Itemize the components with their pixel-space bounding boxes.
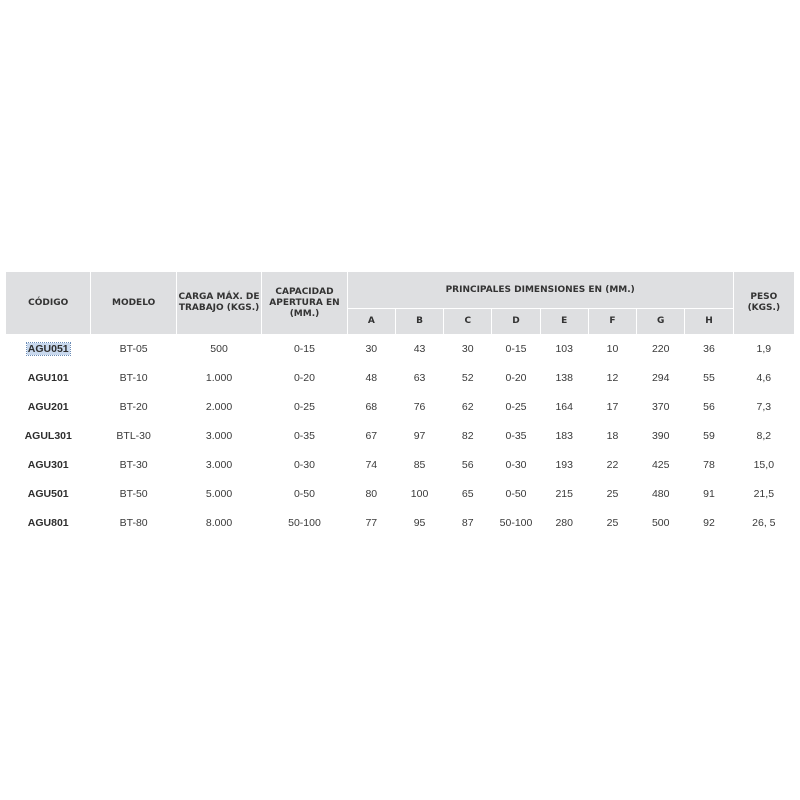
table-row	[6, 364, 795, 393]
table-row	[6, 509, 795, 538]
cell-dim-g: 294	[637, 364, 685, 393]
header-dim-h: H	[685, 309, 733, 335]
cell-codigo: AGU101	[6, 364, 91, 393]
cell-dim-e: 280	[540, 509, 588, 538]
table-header	[6, 272, 795, 335]
cell-peso: 8,2	[733, 422, 794, 451]
cell-carga: 5.000	[176, 480, 261, 509]
cell-carga: 1.000	[176, 364, 261, 393]
cell-dim-b: 43	[395, 335, 443, 364]
cell-capacidad: 0-15	[262, 335, 347, 364]
header-dim-e: E	[540, 309, 588, 335]
cell-peso: 21,5	[733, 480, 794, 509]
cell-modelo: BT-05	[91, 335, 176, 364]
header-dim-d: D	[492, 309, 540, 335]
header-modelo: MODELO	[91, 272, 176, 335]
cell-dim-f: 10	[588, 335, 636, 364]
cell-dim-e: 193	[540, 451, 588, 480]
header-dim-f: F	[588, 309, 636, 335]
cell-dim-h: 59	[685, 422, 733, 451]
cell-dim-d: 0-25	[492, 393, 540, 422]
cell-dim-b: 63	[395, 364, 443, 393]
cell-dim-d: 0-35	[492, 422, 540, 451]
cell-codigo: AGU801	[6, 509, 91, 538]
cell-capacidad: 50-100	[262, 509, 347, 538]
cell-dim-c: 82	[444, 422, 492, 451]
cell-codigo: AGUL301	[6, 422, 91, 451]
cell-dim-g: 425	[637, 451, 685, 480]
cell-dim-d: 0-30	[492, 451, 540, 480]
cell-peso: 26, 5	[733, 509, 794, 538]
cell-peso: 15,0	[733, 451, 794, 480]
cell-modelo: BT-30	[91, 451, 176, 480]
cell-dim-h: 78	[685, 451, 733, 480]
cell-dim-h: 56	[685, 393, 733, 422]
header-carga: CARGA MÁX. DE TRABAJO (KGS.)	[176, 272, 261, 335]
cell-dim-e: 183	[540, 422, 588, 451]
cell-modelo: BT-50	[91, 480, 176, 509]
header-dim-a: A	[347, 309, 395, 335]
cell-dim-f: 18	[588, 422, 636, 451]
cell-dim-e: 164	[540, 393, 588, 422]
cell-capacidad: 0-30	[262, 451, 347, 480]
cell-dim-g: 220	[637, 335, 685, 364]
cell-dim-f: 25	[588, 509, 636, 538]
cell-dim-h: 91	[685, 480, 733, 509]
cell-dim-d: 0-15	[492, 335, 540, 364]
table-row	[6, 393, 795, 422]
cell-dim-a: 67	[347, 422, 395, 451]
header-peso: PESO (KGS.)	[733, 272, 794, 335]
cell-carga: 8.000	[176, 509, 261, 538]
cell-dim-b: 97	[395, 422, 443, 451]
cell-dim-a: 68	[347, 393, 395, 422]
cell-modelo: BT-80	[91, 509, 176, 538]
header-dim-b: B	[395, 309, 443, 335]
cell-dim-c: 30	[444, 335, 492, 364]
cell-dim-a: 48	[347, 364, 395, 393]
cell-dim-h: 55	[685, 364, 733, 393]
cell-peso: 7,3	[733, 393, 794, 422]
cell-dim-b: 85	[395, 451, 443, 480]
header-capacidad: CAPACIDAD APERTURA EN (MM.)	[262, 272, 347, 335]
cell-capacidad: 0-35	[262, 422, 347, 451]
cell-dim-c: 52	[444, 364, 492, 393]
table-row	[6, 422, 795, 451]
cell-modelo: BT-20	[91, 393, 176, 422]
header-dim-c: C	[444, 309, 492, 335]
cell-dim-c: 65	[444, 480, 492, 509]
cell-capacidad: 0-50	[262, 480, 347, 509]
cell-dim-c: 56	[444, 451, 492, 480]
cell-carga: 500	[176, 335, 261, 364]
header-dim-g: G	[637, 309, 685, 335]
cell-capacidad: 0-25	[262, 393, 347, 422]
header-codigo: CÓDIGO	[6, 272, 91, 335]
cell-dim-b: 100	[395, 480, 443, 509]
cell-carga: 2.000	[176, 393, 261, 422]
cell-codigo: AGU501	[6, 480, 91, 509]
cell-dim-h: 92	[685, 509, 733, 538]
cell-dim-e: 103	[540, 335, 588, 364]
cell-dim-f: 17	[588, 393, 636, 422]
cell-codigo: AGU301	[6, 451, 91, 480]
table-row	[6, 480, 795, 509]
cell-dim-b: 76	[395, 393, 443, 422]
cell-peso: 4,6	[733, 364, 794, 393]
cell-dim-f: 25	[588, 480, 636, 509]
cell-codigo: AGU051	[6, 335, 91, 364]
header-dimensiones: PRINCIPALES DIMENSIONES EN (MM.)	[347, 272, 733, 309]
cell-dim-a: 80	[347, 480, 395, 509]
cell-dim-a: 30	[347, 335, 395, 364]
cell-dim-e: 215	[540, 480, 588, 509]
cell-dim-f: 22	[588, 451, 636, 480]
cell-dim-h: 36	[685, 335, 733, 364]
cell-dim-a: 77	[347, 509, 395, 538]
cell-dim-d: 0-50	[492, 480, 540, 509]
cell-dim-g: 480	[637, 480, 685, 509]
table-body	[6, 335, 795, 538]
cell-modelo: BT-10	[91, 364, 176, 393]
cell-dim-a: 74	[347, 451, 395, 480]
cell-dim-c: 87	[444, 509, 492, 538]
cell-carga: 3.000	[176, 422, 261, 451]
cell-dim-d: 0-20	[492, 364, 540, 393]
cell-dim-g: 390	[637, 422, 685, 451]
cell-modelo: BTL-30	[91, 422, 176, 451]
cell-dim-g: 500	[637, 509, 685, 538]
cell-dim-c: 62	[444, 393, 492, 422]
cell-codigo: AGU201	[6, 393, 91, 422]
cell-dim-f: 12	[588, 364, 636, 393]
table-row	[6, 451, 795, 480]
cell-dim-e: 138	[540, 364, 588, 393]
cell-peso: 1,9	[733, 335, 794, 364]
table-row	[6, 335, 795, 364]
spec-table	[5, 271, 795, 538]
cell-dim-b: 95	[395, 509, 443, 538]
cell-dim-d: 50-100	[492, 509, 540, 538]
cell-carga: 3.000	[176, 451, 261, 480]
cell-capacidad: 0-20	[262, 364, 347, 393]
cell-dim-g: 370	[637, 393, 685, 422]
